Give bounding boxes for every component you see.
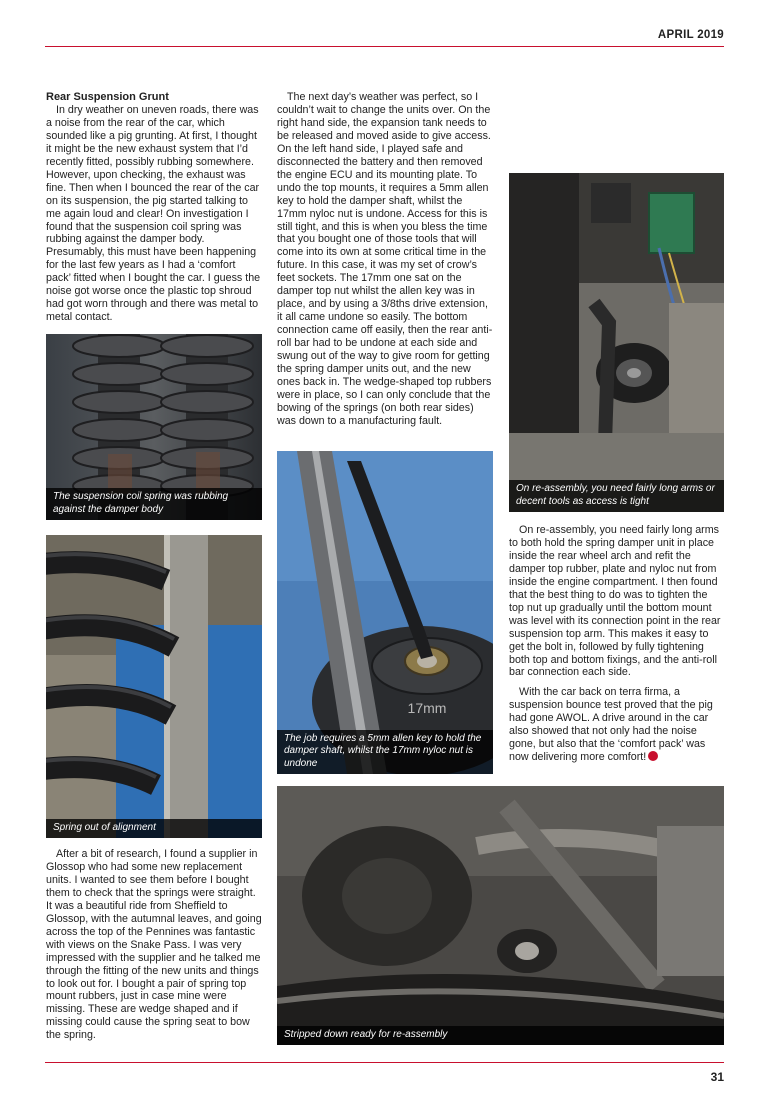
paragraph: On re-assembly, you need fairly long arms to both hold the spring damper unit in place inside the rear wheel arch and refit the damper top rubber, plate and nyloc nut from inside the engine compartment. I then found that the best thing to do was to tighten the top nut up gradually until the bottom mount was level with its connection point in the rear suspension top arm. This makes it easy to get the bolt in, followed by fully tightening both top and bottom fixings, and the anti-roll bar connection each side.	[509, 524, 721, 679]
photo-reassembly-arms	[509, 173, 724, 512]
paragraph: In dry weather on uneven roads, there was a noise from the rear of the car, which sounded like a pig grunting. At first, I thought it might be the new exhaust system that I’d recently fitted, possibly rubbing somewhere. However, upon checking, the exhaust was fine. Then when I bounced the rear of the car on its suspension, the pig started talking to me again loud and clear! On investigation I found that the suspension coil spring was rubbing against the damper body. Presumably, this must have been happening for the last few years as I had a ‘comfort pack’ fitted when I bought the car. I guess the noise got worse once the plastic top shroud had got worn through and there was metal to metal contact.	[46, 103, 261, 324]
column-1-bottom-text	[46, 848, 262, 1042]
photo-stripped-down	[277, 786, 724, 1045]
engine-bay-image	[509, 173, 724, 512]
photo-caption: Stripped down ready for re-assembly	[277, 1026, 724, 1046]
photo-coil-springs	[46, 334, 262, 520]
paragraph: After a bit of research, I found a supplier in Glossop who had some new replacement units. I wanted to see them before I bought them to check that the springs were straight. It was a beautiful ride from Sheffield to Glossop, with the autumnal leaves, and going across the top of the Pennines was fantastic with views on the Snake Pass. I was very impressed with the supplier and he talked me through the fitting of the new units and things to look out for. I bought a pair of spring top mount rubbers, just in case mine were missing. These are wedge shaped and if missing could cause the spring seat to bow the spring.	[46, 848, 262, 1042]
socket-marking: 17mm	[407, 700, 447, 716]
photo-caption: Spring out of alignment	[46, 819, 262, 839]
suspension-assembly-image	[277, 786, 724, 1045]
bottom-rule	[45, 1062, 724, 1063]
paragraph: The next day’s weather was perfect, so I couldn’t wait to change the units over. On the right hand side, the expansion tank needs to be released and moved aside to give access. On the left hand side, I played safe and disconnected the battery and then removed the engine ECU and its mounting plate. To undo the top mounts, it requires a 5mm allen key to hold the damper shaft, whilst the 17mm nyloc nut is undone. Access for this is still tight, and this is when you bless the time that you bought one of those tools that will come into its own at some critical time in the future. In this case, it was my set of crow’s feet sockets. The 17mm one sat on the damper top nut whilst the allen key was in place, and by using a 3/8ths drive extension, it all came undone so easily. The bottom connection came off easily, then the rear anti-roll bar had to be undone at each side and swung out of the way to give room for getting the spring damper units out, and the new ones back in. The wedge-shaped top rubbers were in place, so I can only conclude that the bowing of the springs (on both rear sides) was down to a manufacturing fault.	[277, 91, 493, 427]
photo-caption: The suspension coil spring was rubbing against the damper body	[46, 488, 262, 520]
top-rule	[45, 46, 724, 47]
closing-text: With the car back on terra firma, a suspension bounce test proved that the pig had gone AWOL. A drive around in the car also showed that not only had the noise gone, but also that the ‘comfort pack’ was now delivering more comfort!	[509, 686, 713, 764]
photo-caption: The job requires a 5mm allen key to hold the damper shaft, whilst the 17mm nyloc nut is undone	[277, 730, 493, 775]
end-mark-icon	[648, 751, 658, 761]
issue-date: APRIL 2019	[657, 29, 724, 41]
allen-key-image	[277, 451, 493, 774]
article-heading: Rear Suspension Grunt	[46, 91, 169, 103]
photo-caption: On re-assembly, you need fairly long arms or decent tools as access is tight	[509, 480, 724, 512]
column-3-text	[509, 524, 724, 764]
photo-spring-alignment	[46, 535, 262, 838]
spring-alignment-image	[46, 535, 262, 838]
page-number: 31	[710, 1070, 724, 1084]
column-1-top-text	[46, 91, 262, 324]
column-2-text	[277, 91, 493, 428]
photo-allen-key	[277, 451, 493, 774]
paragraph	[509, 686, 724, 764]
